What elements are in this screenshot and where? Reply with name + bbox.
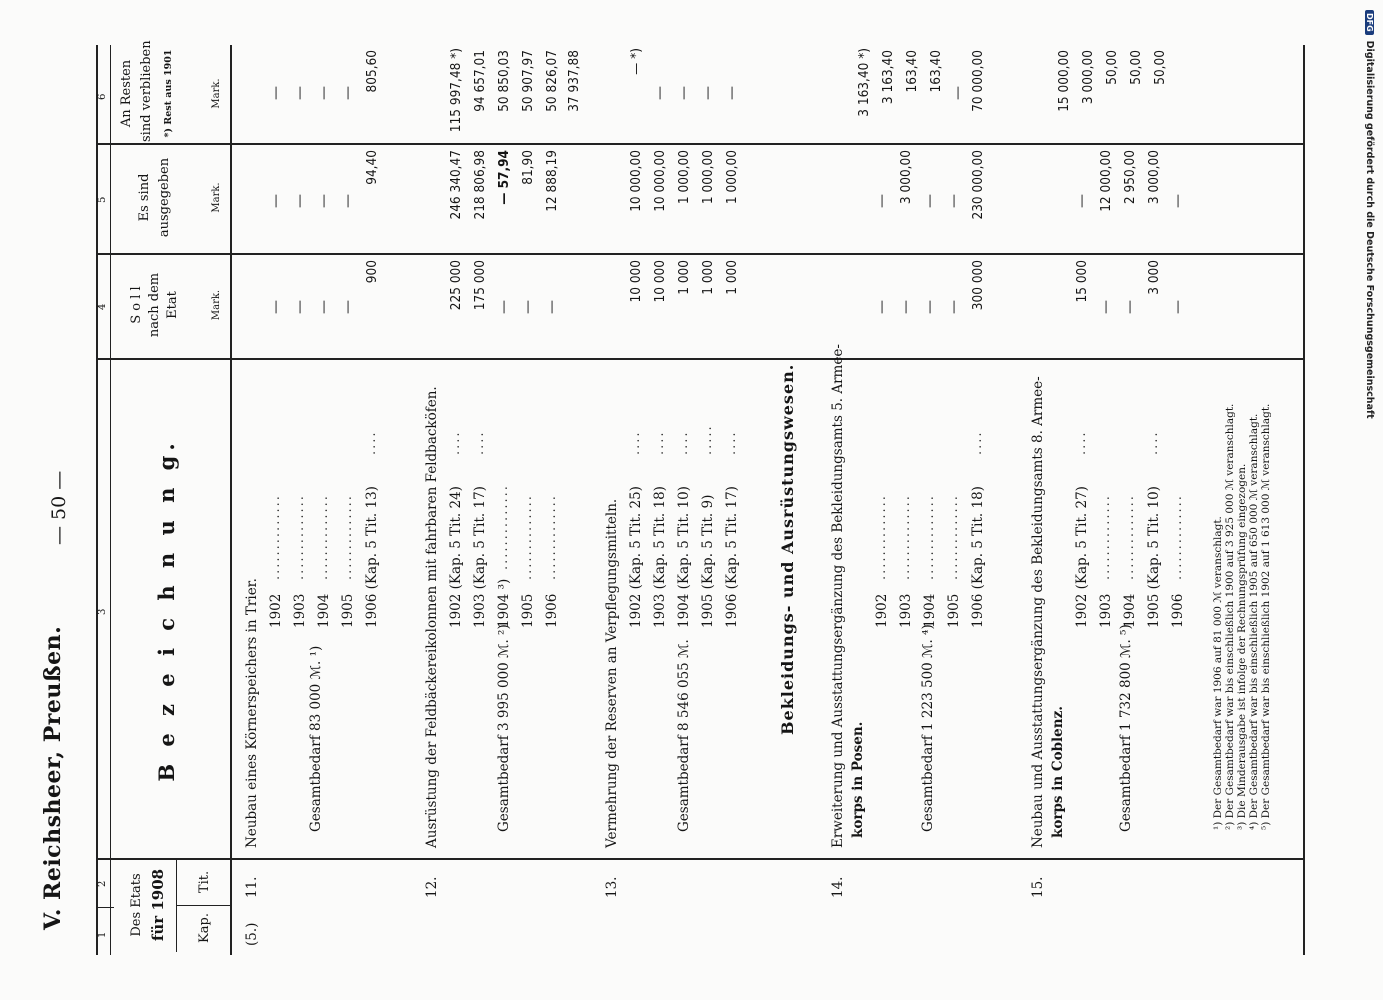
entry-11-soll-1: — — [268, 300, 284, 314]
entry-14-ausg-2: 3 000,00 — [898, 150, 914, 205]
entry-12-soll-5: — — [544, 300, 560, 314]
entry-15-soll-2: — — [1098, 300, 1114, 314]
col-number-2: 2 — [97, 880, 108, 887]
entry-15-year-4: 1905 (Kap. 5 Tit. 10) — [1146, 486, 1162, 628]
entry-14-bedarf: Gesamtbedarf 1 223 500 ℳ. ⁴) — [920, 624, 936, 832]
entry-11-dots-5: .... — [364, 430, 379, 455]
col-divider-2-3 — [96, 858, 1303, 860]
entry-11-dots-1: .............. — [268, 494, 283, 580]
entry-11-dots-4: .............. — [340, 494, 355, 580]
entry-14-dots-3: .............. — [922, 494, 937, 580]
entry-12-ausg-5: 12 888,19 — [544, 150, 560, 212]
entry-12-ausg-4: 81,90 — [520, 150, 536, 185]
col1-header-line2: für 1908 — [149, 868, 167, 942]
col1-kap-tit-divider — [176, 905, 230, 906]
entry-13-dots-3: .... — [676, 430, 691, 455]
entry-14-ausg-4: — — [946, 194, 962, 208]
entry-13-ausg-2: 10 000,00 — [652, 150, 668, 212]
side-attribution — [1364, 10, 1380, 990]
entry-12-year-5: 1906 — [544, 593, 560, 628]
entry-13-soll-2: 10 000 — [652, 260, 668, 303]
entry-14-year-4: 1905 — [946, 593, 962, 628]
entry-12-soll-2: 175 000 — [472, 260, 488, 311]
entry-14-title-line1: Erweiterung und Ausstattungsergänzung des Bekleidungsamts 5. Armee- — [830, 344, 846, 848]
section-heading: Bekleidungs- und Ausrüstungswesen. — [778, 363, 797, 735]
entry-13-title: Vermehrung der Reserven an Verpflegungsmitteln. — [604, 498, 620, 848]
entry-11-year-2: 1903 — [292, 593, 308, 628]
entry-11-soll-4: — — [340, 300, 356, 314]
entry-12-dots-3: .............. — [496, 484, 511, 570]
entry-13-year-4: 1905 (Kap. 5 Tit. 9) — [700, 494, 716, 628]
entry-14-rest-2: 3 163,40 — [880, 50, 896, 105]
entry-13-rest-2: — — [652, 86, 668, 100]
entry-13-soll-1: 10 000 — [628, 260, 644, 303]
entry-12-dots-5: .............. — [544, 494, 559, 580]
entry-12-dots-1: .... — [448, 430, 463, 455]
entry-12-ausg-2: 218 806,98 — [472, 150, 488, 220]
col4-header-line2: nach dem — [147, 272, 162, 338]
col3-header-title: B e z e i c h n u n g. — [154, 438, 179, 782]
col6-header-line1: An Resten — [119, 59, 134, 128]
entry-15-title-line2: korps in Coblenz. — [1050, 706, 1066, 838]
entry-13-year-2: 1903 (Kap. 5 Tit. 18) — [652, 486, 668, 628]
entry-15-soll-1: 15 000 — [1074, 260, 1090, 303]
entry-13-soll-4: 1 000 — [700, 260, 716, 295]
col5-header-line1: Es sind — [137, 173, 152, 222]
entry-13-soll-3: 1 000 — [676, 260, 692, 295]
entry-13-ausg-4: 1 000,00 — [700, 150, 716, 205]
entry-15-rest-5: 50,00 — [1152, 50, 1168, 85]
entry-14-ausg-1: — — [874, 194, 890, 208]
entry-12-year-1: 1902 (Kap. 5 Tit. 24) — [448, 486, 464, 628]
entry-14-dots-1: .............. — [874, 494, 889, 580]
entry-11-soll-5: 900 — [364, 260, 380, 284]
entry-15-rest-4: 50,00 — [1128, 50, 1144, 85]
header-bottom-rule — [230, 45, 232, 955]
entry-14-ausg-3: — — [922, 194, 938, 208]
entry-12-bedarf: Gesamtbedarf 3 995 000 ℳ. ²) — [496, 624, 512, 832]
entry-13-soll-5: 1 000 — [724, 260, 740, 295]
col-number-4: 4 — [97, 303, 108, 310]
entry-13-dots-5: .... — [724, 430, 739, 455]
entry-14-title-line2: korps in Posen. — [850, 721, 866, 838]
entry-15-ausg-1: — — [1074, 194, 1090, 208]
entry-13-tit: 13. — [604, 876, 620, 898]
entry-13-rest-4: — — [700, 86, 716, 100]
col6-unit: Mark. — [211, 78, 222, 109]
entry-13-ausg-3: 1 000,00 — [676, 150, 692, 205]
entry-15-dots-3: .............. — [1122, 494, 1137, 580]
entry-12-rest-3: 50 850,03 — [496, 50, 512, 112]
entry-12-soll-1: 225 000 — [448, 260, 464, 311]
entry-12-rest-5: 50 826,07 — [544, 50, 560, 112]
entry-12-rest-6: 37 937,88 — [566, 50, 582, 112]
entry-13-rest-3: — — [676, 86, 692, 100]
footnote-5: ⁵) Der Gesamtbedarf war bis einschließlich 1902 auf 1 613 000 ℳ veranschlagt. — [1260, 403, 1272, 830]
table-bottom-rule — [1303, 45, 1305, 955]
entry-12-dots-4: .............. — [520, 494, 535, 580]
entry-15-dots-1: .... — [1074, 430, 1089, 455]
entry-14-soll-5: 300 000 — [970, 260, 986, 311]
entry-11-soll-3: — — [316, 300, 332, 314]
footnote-1: ¹) Der Gesamtbedarf war 1906 auf 81 000 ℳ veranschlagt. — [1212, 516, 1224, 830]
col-number-3: 3 — [97, 608, 108, 615]
entry-15-rest-3: 50,00 — [1104, 50, 1120, 85]
entry-11-rest-4: — — [340, 86, 356, 100]
entry-12-ausg-1: 246 340,47 — [448, 150, 464, 220]
col-number-1: 1 — [97, 931, 108, 938]
entry-12-soll-4: — — [520, 300, 536, 314]
entry-13-year-3: 1904 (Kap. 5 Tit. 10) — [676, 486, 692, 628]
entry-12-year-3: 1904 ³) — [496, 578, 512, 628]
col4-header-line1: S o l l — [129, 286, 144, 324]
entry-11-bedarf: Gesamtbedarf 83 000 ℳ. ¹) — [308, 645, 324, 832]
entry-11-rest-5: 805,60 — [364, 50, 380, 93]
entry-14-year-3: 1904 — [922, 593, 938, 628]
side-attribution-inner — [1364, 10, 1382, 990]
entry-14-year-1: 1902 — [874, 593, 890, 628]
entry-11-year-5: 1906 (Kap. 5 Tit. 13) — [364, 486, 380, 628]
page-number: — 50 — — [48, 470, 70, 545]
col-divider-3-4 — [96, 358, 1303, 360]
entry-12-rest-2: 94 657,01 — [472, 50, 488, 112]
col5-header-line2: ausgegeben — [157, 157, 172, 238]
entry-15-ausg-3: 2 950,00 — [1122, 150, 1138, 205]
footnote-2: ²) Der Gesamtbedarf war bis einschließlich 1900 auf 3 925 000 ℳ veranschlagt. — [1224, 403, 1236, 830]
entry-15-dots-5: .............. — [1170, 494, 1185, 580]
entry-11-ausg-1: — — [268, 194, 284, 208]
entry-15-year-2: 1903 — [1098, 593, 1114, 628]
entry-14-rest-5: — — [950, 86, 966, 100]
entry-14-soll-4: — — [946, 300, 962, 314]
col-divider-5-6 — [96, 143, 1303, 145]
entry-13-bedarf: Gesamtbedarf 8 546 055 ℳ. — [676, 639, 692, 832]
col-divider-1-2-top — [96, 907, 114, 908]
col-number-5: 5 — [97, 196, 108, 203]
entry-11-year-1: 1902 — [268, 593, 284, 628]
entry-12-tit: 12. — [424, 876, 440, 898]
entry-15-soll-5: — — [1170, 300, 1186, 314]
entry-14-rest-6: 70 000,00 — [970, 50, 986, 112]
entry-11-tit: 11. — [244, 876, 260, 898]
entry-14-dots-5: .... — [970, 430, 985, 455]
entry-11-rest-2: — — [292, 86, 308, 100]
dfg-logo: DFG — [1365, 10, 1374, 35]
entry-13-dots-2: .... — [652, 430, 667, 455]
entry-15-year-5: 1906 — [1170, 593, 1186, 628]
entry-15-soll-3: — — [1122, 300, 1138, 314]
entry-11-title-text: Neubau eines Körnerspeichers in Trier. — [244, 578, 260, 848]
entry-13-year-1: 1902 (Kap. 5 Tit. 25) — [628, 486, 644, 628]
entry-11-dots-3: .............. — [316, 494, 331, 580]
col5-unit: Mark. — [211, 182, 222, 213]
entry-14-rest-1: 3 163,40 *) — [856, 48, 872, 117]
entry-15-ausg-4: 3 000,00 — [1146, 150, 1162, 205]
entry-12-dots-2: .... — [472, 430, 487, 455]
entry-15-bedarf: Gesamtbedarf 1 732 800 ℳ. ⁵) — [1118, 624, 1134, 832]
entry-12-ausg-3: — 57,94 — [496, 150, 512, 205]
entry-11-soll-2: — — [292, 300, 308, 314]
col2-tit-label: Tit. — [197, 870, 212, 894]
entry-15-ausg-2: 12 000,00 — [1098, 150, 1114, 212]
kap-label: (5.) — [244, 922, 260, 946]
col4-unit: Mark. — [211, 289, 222, 321]
entry-11-title — [244, 578, 260, 848]
entry-13-ausg-1: 10 000,00 — [628, 150, 644, 212]
col1-header-line1: Des Etats — [129, 873, 144, 937]
entry-11-dots-2: .............. — [292, 494, 307, 580]
entry-14-soll-1: — — [874, 300, 890, 314]
col6-header-line3: *) Rest aus 1901 — [163, 49, 174, 138]
entry-14-dots-2: .............. — [898, 494, 913, 580]
entry-15-rest-1: 15 000,00 — [1056, 50, 1072, 112]
entry-11-ausg-3: — — [316, 194, 332, 208]
entry-15-ausg-5: — — [1170, 194, 1186, 208]
entry-15-dots-2: .............. — [1098, 494, 1113, 580]
col-number-6: 6 — [97, 93, 108, 100]
entry-14-year-2: 1903 — [898, 593, 914, 628]
entry-12-rest-1: 115 997,48 *) — [448, 48, 464, 133]
col-divider-4-5 — [96, 253, 1303, 255]
page-title: V. Reichsheer, Preußen. — [40, 625, 66, 930]
entry-15-title-line1: Neubau und Ausstattungsergänzung des Bekleidungsamts 8. Armee- — [1030, 376, 1046, 848]
entry-14-rest-3: 163,40 — [904, 50, 920, 93]
entry-11-ausg-5: 94,40 — [364, 150, 380, 185]
entry-15-soll-4: 3 000 — [1146, 260, 1162, 295]
col1-kap-label: Kap. — [197, 913, 212, 943]
table-top-rule — [96, 45, 98, 955]
entry-15-dots-4: .... — [1146, 430, 1161, 455]
entry-14-tit: 14. — [830, 876, 846, 898]
entry-15-year-3: 1904 — [1122, 593, 1138, 628]
col6-header-line2: sind verblieben — [139, 40, 154, 142]
entry-13-rest-5: — — [724, 86, 740, 100]
entry-12-soll-3: — — [496, 300, 512, 314]
footnote-4: ⁴) Der Gesamtbedarf war bis einschließlich 1905 auf 650 000 ℳ veranschlagt. — [1248, 413, 1260, 830]
entry-11-rest-3: — — [316, 86, 332, 100]
entry-14-rest-4: 163,40 — [928, 50, 944, 93]
entry-14-year-5: 1906 (Kap. 5 Tit. 18) — [970, 486, 986, 628]
entry-11-year-3: 1904 — [316, 593, 332, 628]
col1-subheader-rule — [176, 860, 177, 952]
entry-15-tit: 15. — [1030, 876, 1046, 898]
col4-header-line3: Etat — [165, 291, 180, 319]
entry-14-soll-3: — — [922, 300, 938, 314]
entry-11-ausg-4: — — [340, 194, 356, 208]
colnum-rule — [110, 45, 111, 955]
footnote-3: ³) Die Minderausgabe ist infolge der Rechnungsprüfung eingezogen. — [1236, 463, 1248, 830]
entry-15-year-1: 1902 (Kap. 5 Tit. 27) — [1074, 486, 1090, 628]
entry-14-soll-2: — — [898, 300, 914, 314]
entry-13-dots-1: .... — [628, 430, 643, 455]
entry-13-rest-1: — *) — [628, 48, 644, 75]
entry-15-rest-2: 3 000,00 — [1080, 50, 1096, 105]
entry-12-title: Ausrüstung der Feldbäckereikolonnen mit fahrbaren Feldbacköfen. — [424, 386, 440, 848]
entry-11-rest-1: — — [268, 86, 284, 100]
entry-13-ausg-5: 1 000,00 — [724, 150, 740, 205]
entry-12-year-2: 1903 (Kap. 5 Tit. 17) — [472, 486, 488, 628]
entry-13-dots-4: ..... — [700, 424, 715, 455]
entry-11-ausg-2: — — [292, 194, 308, 208]
entry-14-ausg-5: 230 000,00 — [970, 150, 986, 220]
entry-11-year-4: 1905 — [340, 593, 356, 628]
side-attribution-text: Digitalisierung gefördert durch die Deutsche Forschungsgemeinschaft — [1364, 40, 1375, 419]
entry-12-rest-4: 50 907,97 — [520, 50, 536, 112]
entry-12-year-4: 1905 — [520, 593, 536, 628]
entry-14-dots-4: .............. — [946, 494, 961, 580]
entry-13-year-5: 1906 (Kap. 5 Tit. 17) — [724, 486, 740, 628]
